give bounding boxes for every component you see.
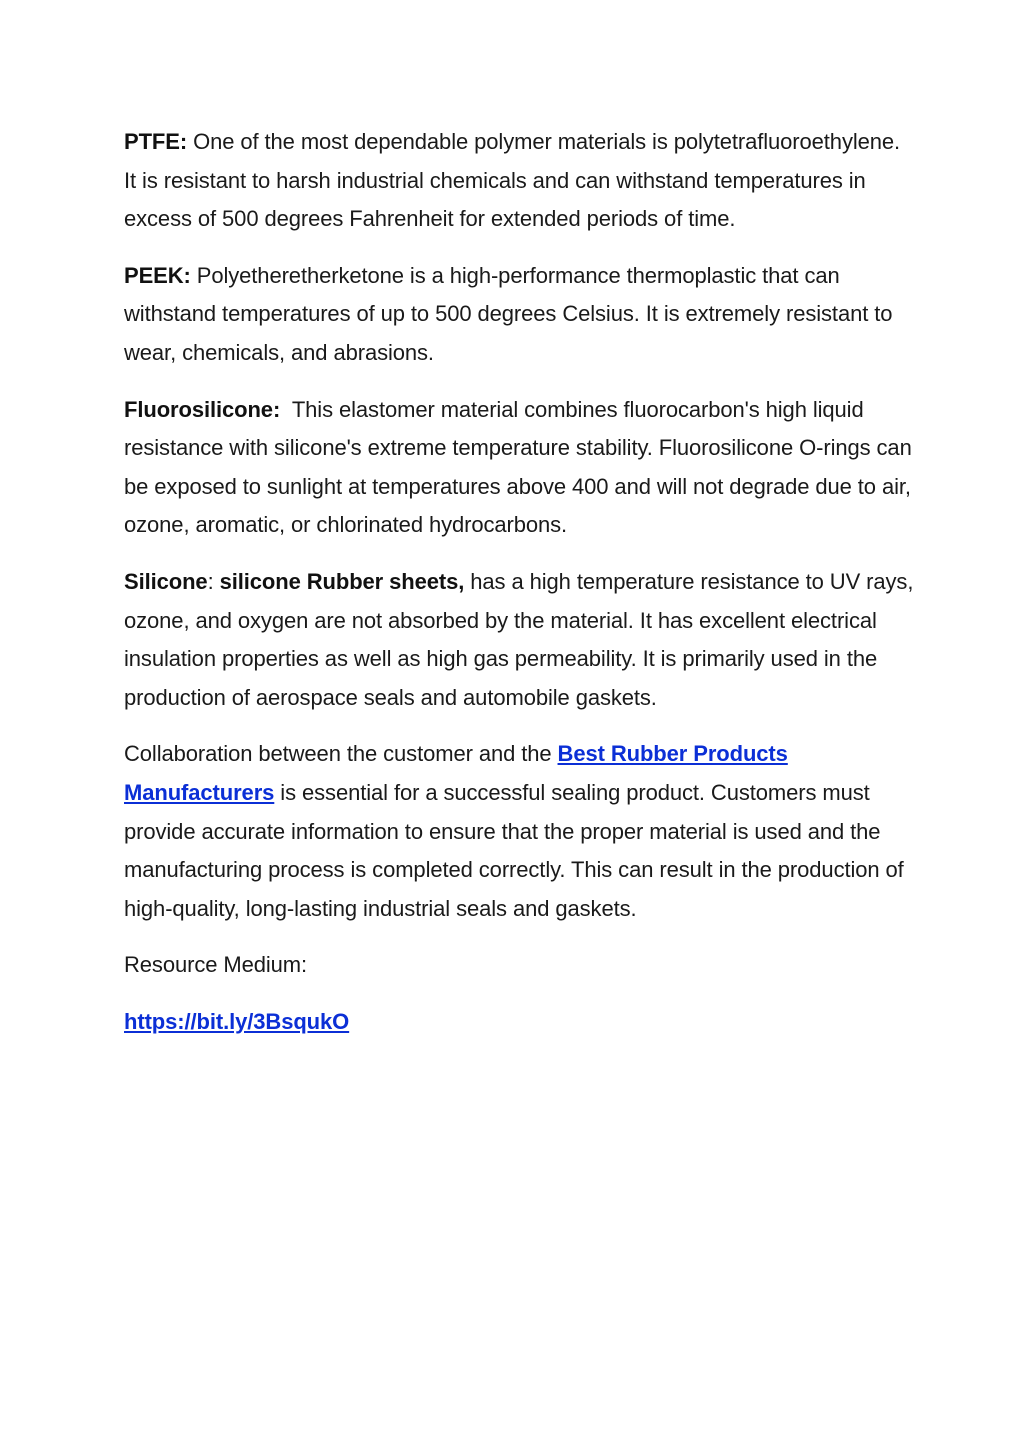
fluorosilicone-description: This elastomer material combines fluorocarbon's high liquid resistance with silicone's extreme temperature stability. Fluorosilicone O-rings can be exposed to sunlight at temperatures above 400 and will not degrade due to air, ozone, aromatic, or chlorinated hydrocarbons.	[124, 396, 918, 538]
best-rubber-products-link[interactable]: Best Rubber Products Manufacturers	[124, 741, 788, 805]
collaboration-text-before: Collaboration between the customer and the	[124, 741, 558, 767]
resource-label: Resource Medium:	[124, 952, 308, 978]
peek-description: Polyetheretherketone is a high-performance thermoplastic that can withstand temperatures of up to 500 degrees Celsius. It is extremely resistant to wear, chemicals, and abrasions.	[124, 262, 893, 365]
ptfe-description: One of the most dependable polymer materials is polytetrafluoroethylene. It is resistant to harsh industrial chemicals and can withstand temperatures in excess of 500 degrees Fahrenheit for extended periods of time.	[124, 129, 901, 232]
term-fluorosilicone: Fluorosilicone:	[124, 396, 281, 422]
paragraph-collaboration	[124, 735, 914, 928]
term-silicone-rubber-sheets: silicone Rubber sheets,	[219, 568, 465, 594]
collaboration-text-after: is essential for a successful sealing product. Customers must provide accurate information to ensure that the proper material is used and the manufacturing process is completed correctly. This can result in the production of high-quality, long-lasting industrial seals and gaskets.	[124, 779, 904, 921]
paragraph-silicone	[124, 563, 914, 717]
silicone-colon: :	[207, 568, 220, 594]
document-body	[124, 123, 918, 1059]
term-ptfe: PTFE:	[124, 129, 188, 154]
term-silicone: Silicone	[124, 568, 208, 594]
resource-url-link[interactable]: https://bit.ly/3BsqukO	[124, 1008, 350, 1034]
silicone-description: has a high temperature resistance to UV rays, ozone, and oxygen are not absorbed by the material. It has excellent electrical insulation properties as well as high gas permeability. It is primarily used in the production of aerospace seals and automobile gaskets.	[124, 568, 914, 710]
term-peek: PEEK:	[124, 262, 191, 288]
paragraph-fluorosilicone	[124, 391, 918, 545]
paragraph-peek	[124, 257, 914, 373]
paragraph-resource-link	[124, 1003, 914, 1042]
paragraph-ptfe	[124, 123, 914, 239]
paragraph-resource-label	[124, 946, 914, 985]
